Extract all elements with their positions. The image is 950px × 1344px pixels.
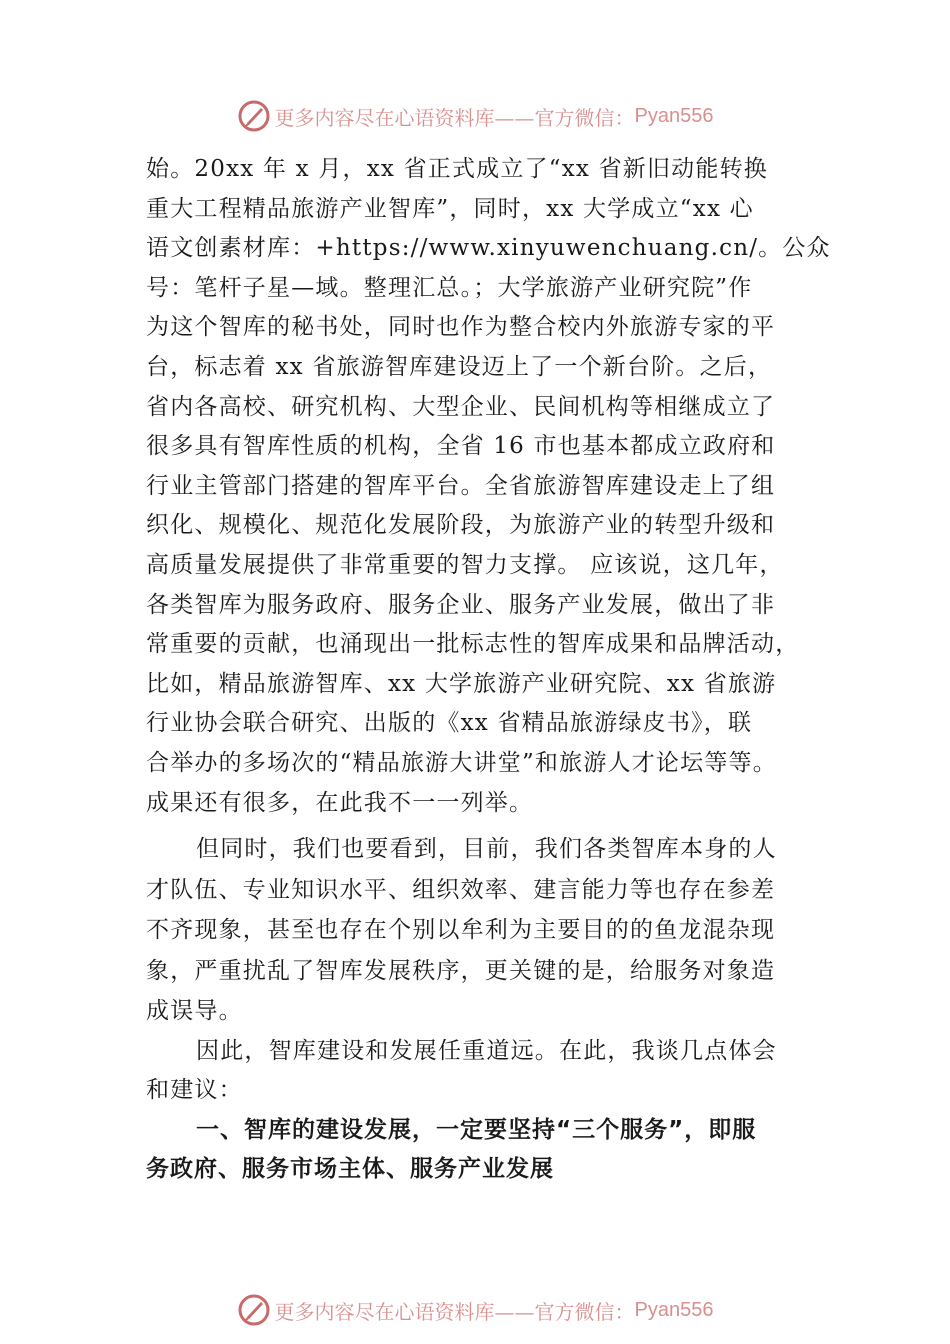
section-heading-1 [146, 1111, 826, 1190]
text-line: 象，严重扰乱了智库发展秩序，更关键的是，给服务对象造 [146, 957, 776, 984]
quill-seal-icon [237, 1293, 271, 1327]
text-line: 不齐现象，甚至也存在个别以牟利为主要目的的鱼龙混杂现 [146, 917, 776, 944]
text-line: 重大工程精品旅游产业智库”，同时，xx 大学成立“xx 心 [146, 195, 754, 222]
text-line: 织化、规模化、规范化发展阶段，为旅游产业的转型升级和 [146, 512, 776, 539]
text-line: 比如，精品旅游智库、xx 大学旅游产业研究院、xx 省旅游 [146, 670, 777, 697]
text-line: 各类智库为服务政府、服务企业、服务产业发展，做出了非 [146, 591, 776, 618]
text-line: 行业主管部门搭建的智库平台。全省旅游智库建设走上了组 [146, 472, 776, 499]
text-line: 和建议： [146, 1077, 243, 1104]
paragraph-1 [146, 150, 831, 823]
footer-banner [0, 1290, 950, 1330]
text-line: 号：笔杆子星—域。整理汇总。；大学旅游产业研究院”作 [146, 274, 753, 301]
heading-line: 务政府、服务市场主体、服务产业发展 [146, 1156, 554, 1183]
text-line: 高质量发展提供了非常重要的智力支撑。 应该说，这几年， [146, 551, 784, 578]
paragraph-2 [146, 829, 826, 1032]
text-line: 常重要的贡献，也涌现出一批标志性的智库成果和品牌活动， [146, 631, 800, 658]
text-line: 因此，智库建设和发展任重道远。在此，我谈几点体会 [196, 1037, 777, 1064]
heading-line: 一、智库的建设发展，一定要坚持“三个服务”，即服 [196, 1116, 757, 1143]
header-banner [0, 96, 950, 136]
text-line: 合举办的多场次的“精品旅游大讲堂”和旅游人才论坛等等。 [146, 749, 777, 776]
text-line: 始。20xx 年 x 月，xx 省正式成立了“xx 省新旧动能转换 [146, 156, 768, 182]
text-line: 成误导。 [146, 998, 243, 1025]
banner-brand-text: 更多内容尽在心语资料库——官方微信： [274, 1299, 635, 1324]
text-line: 语文创素材库：+https://www.xinyuwenchuang.cn/。公众 [146, 235, 831, 262]
text-line: 成果还有很多，在此我不一一列举。 [146, 789, 534, 816]
quill-seal-icon [237, 99, 271, 133]
paragraph-3 [146, 1032, 826, 1111]
text-line: 但同时，我们也要看到，目前，我们各类智库本身的人 [196, 836, 777, 863]
text-line: 省内各高校、研究机构、大型企业、民间机构等相继成立了 [146, 393, 776, 420]
document-body [146, 150, 831, 1190]
banner-wechat-id: Pyan556 [634, 1298, 714, 1321]
banner-brand-text: 更多内容尽在心语资料库——官方微信： [274, 105, 635, 130]
banner-wechat-id: Pyan556 [634, 104, 714, 127]
text-line: 才队伍、专业知识水平、组织效率、建言能力等也存在参差 [146, 876, 776, 903]
text-line: 很多具有智库性质的机构，全省 16 市也基本都成立政府和 [146, 433, 776, 460]
text-line: 台，标志着 xx 省旅游智库建设迈上了一个新台阶。之后， [146, 353, 773, 380]
text-line: 为这个智库的秘书处，同时也作为整合校内外旅游专家的平 [146, 314, 776, 341]
text-line: 行业协会联合研究、出版的《xx 省精品旅游绿皮书》，联 [146, 710, 753, 737]
